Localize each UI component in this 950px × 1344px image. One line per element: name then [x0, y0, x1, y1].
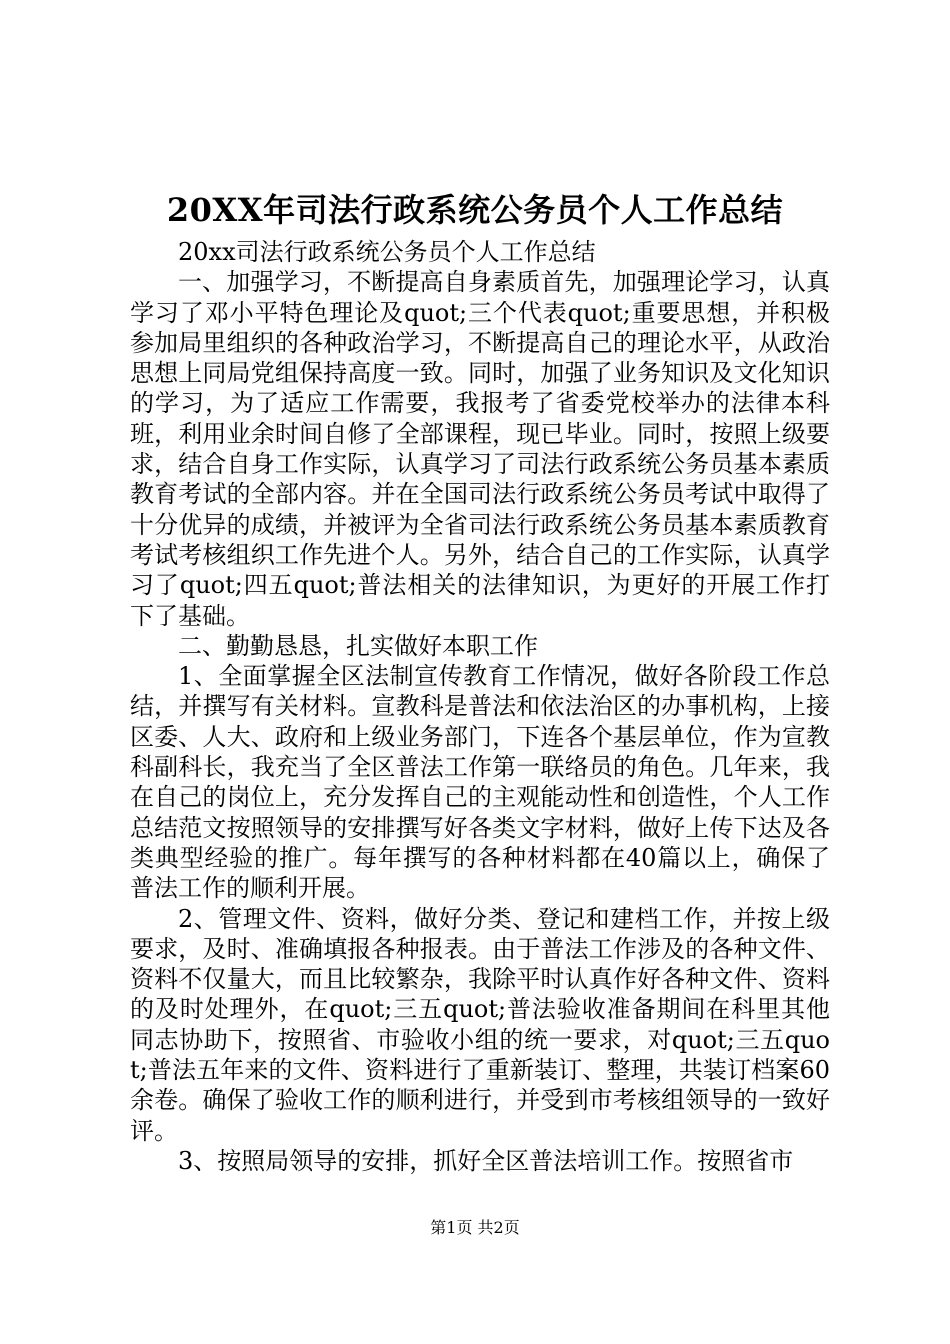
- page-number-footer: 第1页 共2页: [430, 1218, 520, 1237]
- document-title: 20XX年司法行政系统公务员个人工作总结: [166, 191, 784, 229]
- document-body: [130, 237, 830, 1176]
- paragraph-subtitle: 20xx司法行政系统公务员个人工作总结: [178, 238, 596, 266]
- paragraph-item-2: 2、管理文件、资料，做好分类、登记和建档工作，并按上级要求，及时、准确填报各种报表。由于普法工作涉及的各种文件、资料不仅量大，而且比较繁杂，我除平时认真作好各种文件、资料的及时处理外，在quot;三五quot;普法验收准备期间在科里其他同志协助下，按照省、市验收小组的统一要求，对quot;三五quot;普法五年来的文件、资料进行了重新装订、整理，共装订档案60余卷。确保了验收工作的顺利进行，并受到市考核组领导的一致好评。: [130, 904, 830, 1145]
- paragraph-item-1: 1、全面掌握全区法制宣传教育工作情况，做好各阶段工作总结，并撰写有关材料。宣教科是普法和依法治区的办事机构，上接区委、人大、政府和上级业务部门，下连各个基层单位，作为宣教科副科长，我充当了全区普法工作第一联络员的角色。几年来，我在自己的岗位上，充分发挥自己的主观能动性和创造性，个人工作总结范文按照领导的安排撰写好各类文字材料，做好上传下达及各类典型经验的推广。每年撰写的各种材料都在40篇以上，确保了普法工作的顺利开展。: [130, 662, 830, 903]
- paragraph-item-3: 3、按照局领导的安排，抓好全区普法培训工作。按照省市: [178, 1146, 794, 1175]
- paragraph-heading-duty: 二、勤勤恳恳，扎实做好本职工作: [178, 631, 538, 660]
- paragraph-study: 一、加强学习，不断提高自身素质首先，加强理论学习，认真学习了邓小平特色理论及quot;三个代表quot;重要思想，并积极参加局里组织的各种政治学习，不断提高自己的理论水平，从政治思想上同局党组保持高度一致。同时，加强了业务知识及文化知识的学习，为了适应工作需要，我报考了省委党校举办的法律本科班，利用业余时间自修了全部课程，现已毕业。同时，按照上级要求，结合自身工作实际，认真学习了司法行政系统公务员基本素质教育考试的全部内容。并在全国司法行政系统公务员考试中取得了十分优异的成绩，并被评为全省司法行政系统公务员基本素质教育考试考核组织工作先进个人。另外，结合自己的工作实际，认真学习了quot;四五quot;普法相关的法律知识，为更好的开展工作打下了基础。: [130, 268, 830, 630]
